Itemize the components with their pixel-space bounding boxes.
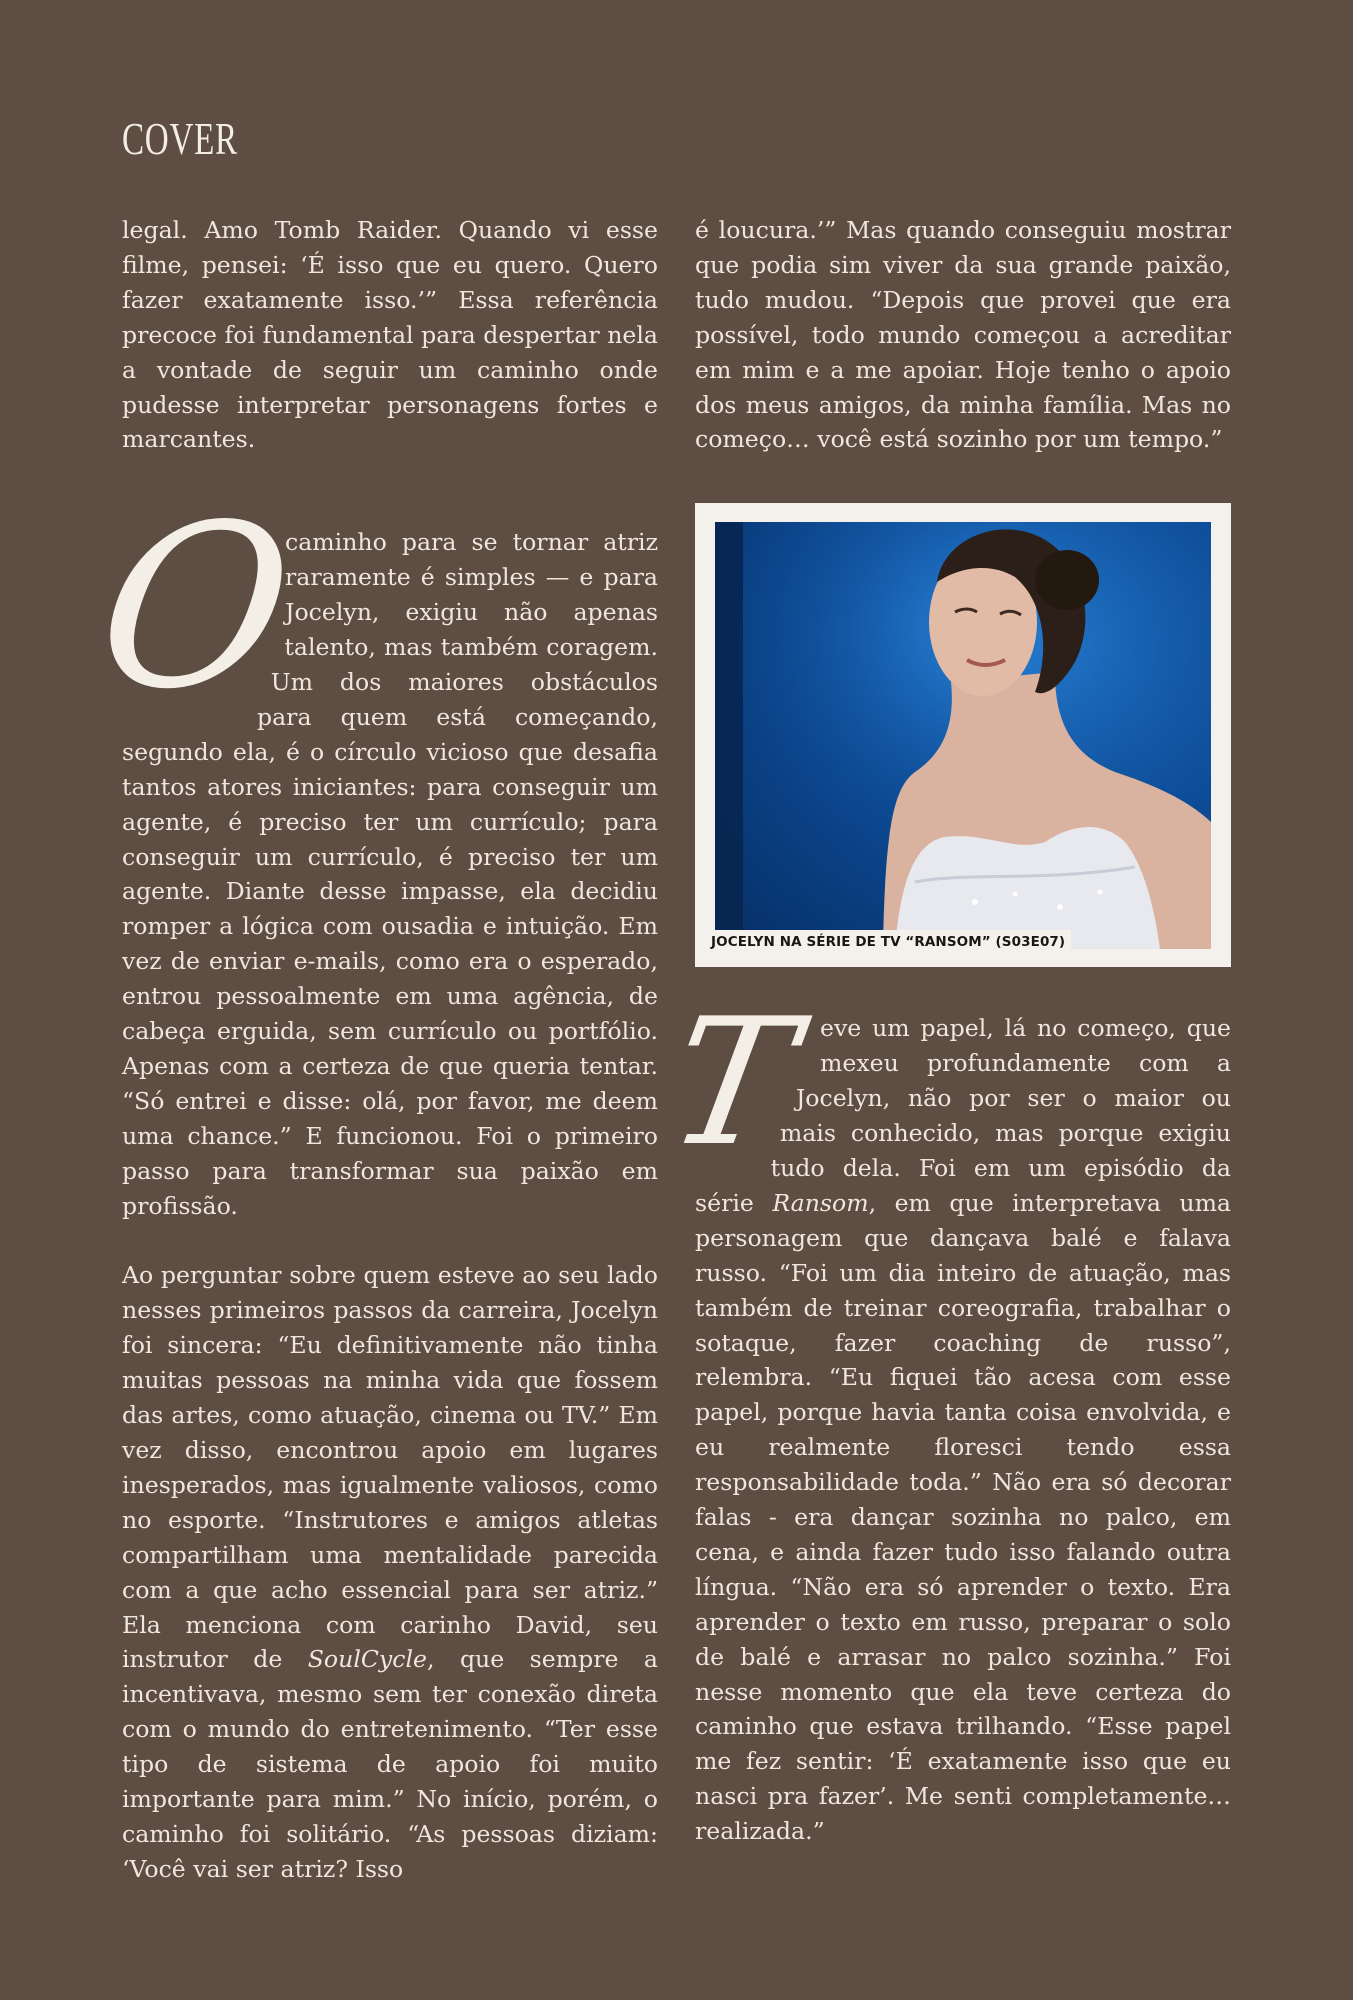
drop-cap-o-glyph: [84, 477, 306, 740]
drop-cap-t-letter: T: [655, 980, 809, 1186]
left-paragraph-2-text: caminho para se tornar atriz raramente é simples — e para Jocelyn, exigiu não apenas talento, mas também coragem. Um dos maiores obstáculos para quem está começando, segundo ela, é o círculo vicioso que desafia tantos atores iniciantes: para conseguir um agente, é preciso ter um currículo; para conseguir um currículo, é preciso ter um agente. Diante desse impasse, ela decidiu romper a lógica com ousadia e intuição. Em vez de enviar e-mails, como era o esperado, entrou pessoalmente em uma agência, de cabeça erguida, sem currículo ou portfólio. Apenas com a certeza de que queria tentar. “Só entrei e disse: olá, por favor, me deem uma chance.” E funcionou. Foi o primeiro passo para transformar sua paixão em profissão.: [122, 528, 658, 1220]
drop-cap-o-letter: O: [84, 477, 306, 740]
right-paragraph-2-b: , em que interpretava uma personagem que dançava balé e falava russo. “Foi um dia inteiro de atuação, mas também de treinar coreografia, trabalhar o sotaque, fazer coaching de russo”, relembra. “Eu fiquei tão acesa com esse papel, porque havia tanta coisa envolvida, e eu realmente floresci tendo essa responsabilidade toda.” Não era só decorar falas - era dançar sozinha no palco, em cena, e ainda fazer tudo isso falando outra língua. “Não era só aprender o texto. Era aprender o texto em russo, preparar o solo de balé e arrasar no palco sozinha.” Foi nesse momento que ela teve certeza do caminho que estava trilhando. “Esse papel me fez sentir: ‘É exatamente isso que eu nasci pra fazer’. Me senti completamente… realizada.”: [695, 1188, 1232, 1846]
soulcycle-emphasis: SoulCycle: [307, 1645, 427, 1674]
left-paragraph-3: [122, 1258, 658, 1886]
left-paragraph-3-a: Ao perguntar sobre quem esteve ao seu lado nesses primeiros passos da carreira, Jocelyn foi sincera: “Eu definitivamente não tinha muitas pessoas na minha vida que fossem das artes, como atuação, cinema ou TV.” Em vez disso, encontrou apoio em lugares inesperados, mas igualmente valiosos, como no esporte. “Instrutores e amigos atletas compartilham uma mentalidade parecida com a que acho essencial para ser atriz.” Ela menciona com carinho David, seu instrutor de: [122, 1261, 658, 1674]
right-paragraph-2: [655, 980, 1232, 1849]
photo-caption: JOCELYN NA SÉRIE DE TV “RANSOM” (S03E07): [711, 930, 1071, 953]
photo-illustration: [715, 522, 1211, 949]
left-paragraph-1: legal. Amo Tomb Raider. Quando vi esse filme, pensei: ‘É isso que eu quero. Quero fazer exatamente isso.’” Essa referência precoce foi fundamental para despertar nela a vontade de seguir um caminho onde pudesse interpretar personagens fortes e marcantes.: [122, 216, 658, 454]
ransom-emphasis: Ransom: [772, 1188, 869, 1217]
left-paragraph-3-b: , que sempre a incentivava, mesmo sem ter conexão direta com o mundo do entretenimento. “Ter esse tipo de sistema de apoio foi muito importante para mim.” No início, porém, o caminho foi solitário. “As pessoas diziam: ‘Você vai ser atriz? Isso: [122, 1645, 658, 1883]
right-paragraph-2-a: eve um papel, lá no começo, que mexeu profundamente com a Jocelyn, não por ser o maior ou mais conhecido, mas porque exigiu tudo dela. Foi em um episódio da série: [695, 1014, 1231, 1217]
right-paragraph-1: é loucura.’” Mas quando conseguiu mostrar que podia sim viver da sua grande paixão, tudo mudou. “Depois que provei que era possível, todo mundo começou a acreditar em mim e a me apoiar. Hoje tenho o apoio dos meus amigos, da minha família. Mas no começo… você está sozinho por um tempo.”: [695, 216, 1231, 454]
left-paragraph-2: [84, 477, 658, 1223]
left-column: [84, 213, 658, 1887]
actress-photo: [715, 522, 1211, 949]
right-column: [655, 213, 1232, 1849]
drop-cap-o: [84, 477, 306, 740]
section-label: COVER: [122, 113, 238, 164]
photo-frame: [695, 503, 1231, 967]
